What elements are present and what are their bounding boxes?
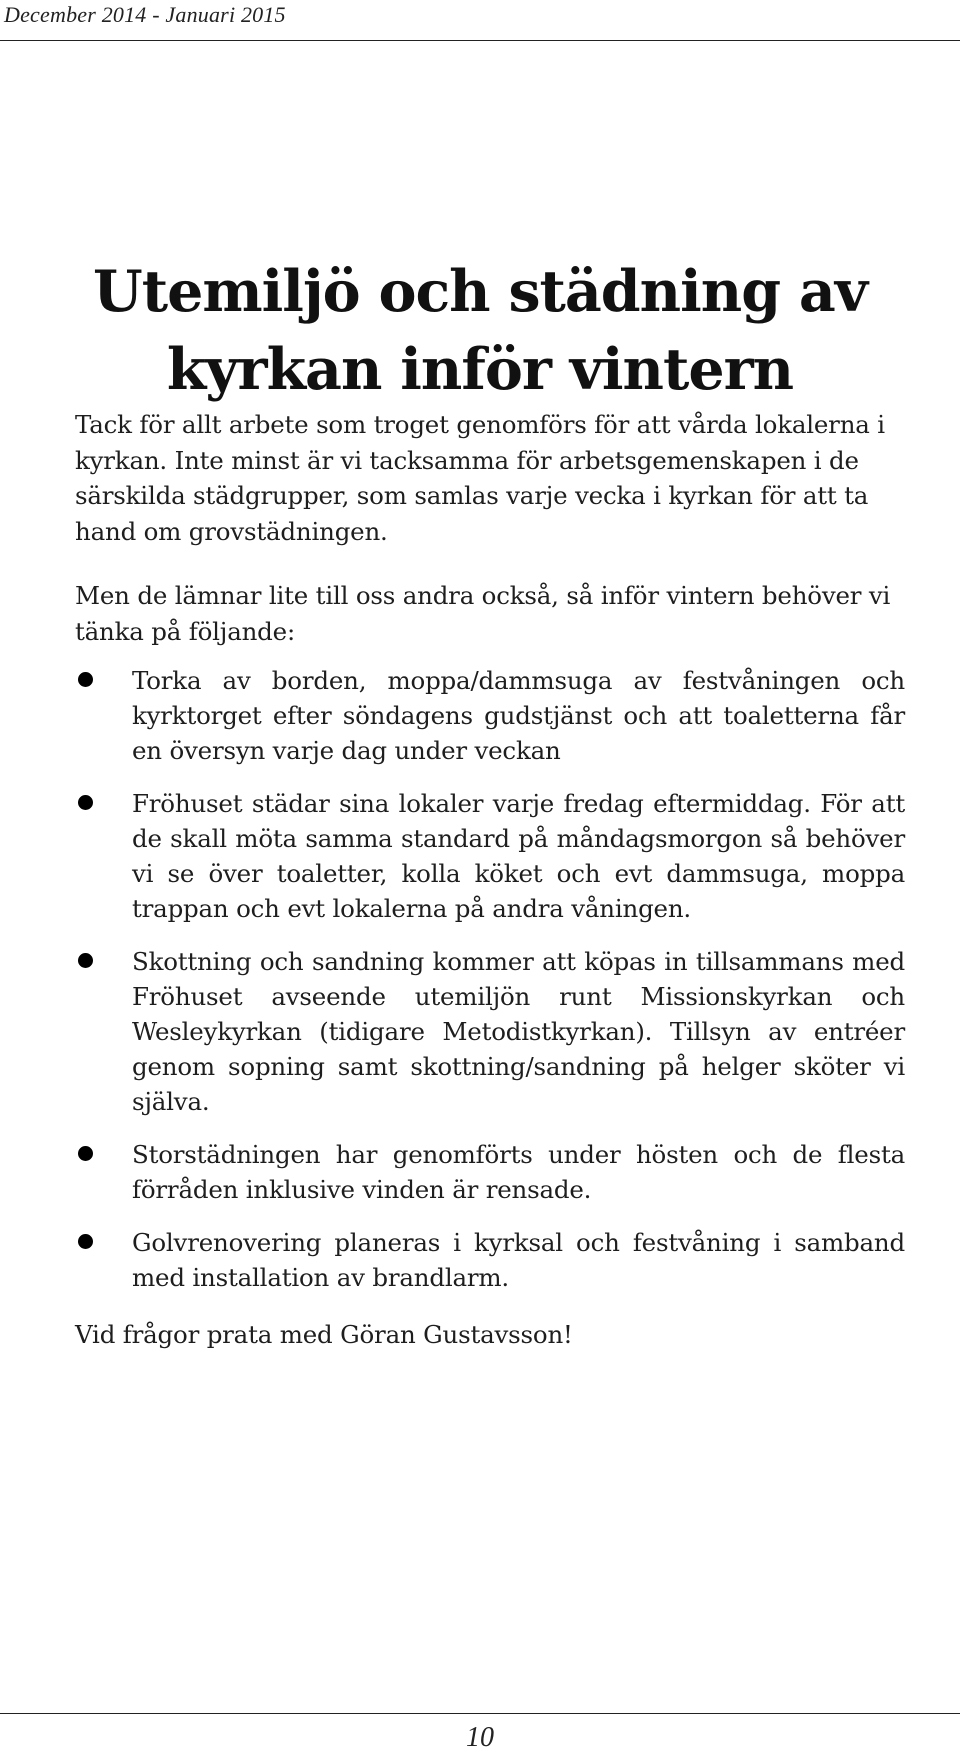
task-list (75, 663, 905, 1313)
task-list-item (75, 1225, 905, 1295)
bullet-icon (78, 1234, 93, 1249)
bullet-icon (78, 953, 93, 968)
task-list-item (75, 663, 905, 768)
footer-divider (0, 1713, 960, 1714)
task-list-item (75, 1137, 905, 1207)
task-list-item (75, 786, 905, 926)
bullet-icon (78, 795, 93, 810)
closing-paragraph: Vid frågor prata med Göran Gustavsson! (75, 1320, 573, 1349)
bullet-icon (78, 672, 93, 687)
article-title (0, 253, 960, 409)
page-number: 10 (466, 1722, 494, 1753)
task-text: Golvrenovering planeras i kyrksal och festvåning i samband med installation av brandlarm. (132, 1228, 905, 1292)
task-text: Fröhuset städar sina lokaler varje fredag eftermiddag. För att de skall möta samma standard på måndagsmorgon så behöver vi se över toaletter, kolla köket och evt dammsuga, moppa trappan och evt lokalerna på andra våningen. (132, 789, 905, 923)
bullet-icon (78, 1146, 93, 1161)
article-title-line-2: kyrkan inför vintern (166, 336, 794, 404)
lead-paragraph: Men de lämnar lite till oss andra också, så inför vintern behöver vi tänka på följande: (75, 581, 891, 646)
running-header (0, 0, 960, 41)
task-list-item (75, 944, 905, 1119)
intro-paragraph: Tack för allt arbete som troget genomförs för att vårda lokalerna i kyrkan. Inte minst är vi tacksamma för arbetsgemenskapen i de särskilda städgrupper, som samlas varje vecka i kyrkan för att ta hand om grovstädningen. (75, 410, 885, 546)
task-text: Storstädningen har genomförts under hösten och de flesta förråden inklusive vinden är rensade. (132, 1140, 905, 1204)
task-text: Skottning och sandning kommer att köpas in tillsammans med Fröhuset avseende utemiljön runt Missionskyrkan och Wesleykyrkan (tidigare Metodistkyrkan). Tillsyn av entréer genom sopning samt skottning/sandning på helger sköter vi själva. (132, 947, 905, 1116)
running-header-date: December 2014 - Januari 2015 (4, 2, 286, 27)
task-text: Torka av borden, moppa/dammsuga av festvåningen och kyrktorget efter söndagens gudstjänst och att toaletterna får en översyn varje dag under veckan (132, 666, 905, 765)
article-title-line-1: Utemiljö och städning av (93, 258, 867, 326)
